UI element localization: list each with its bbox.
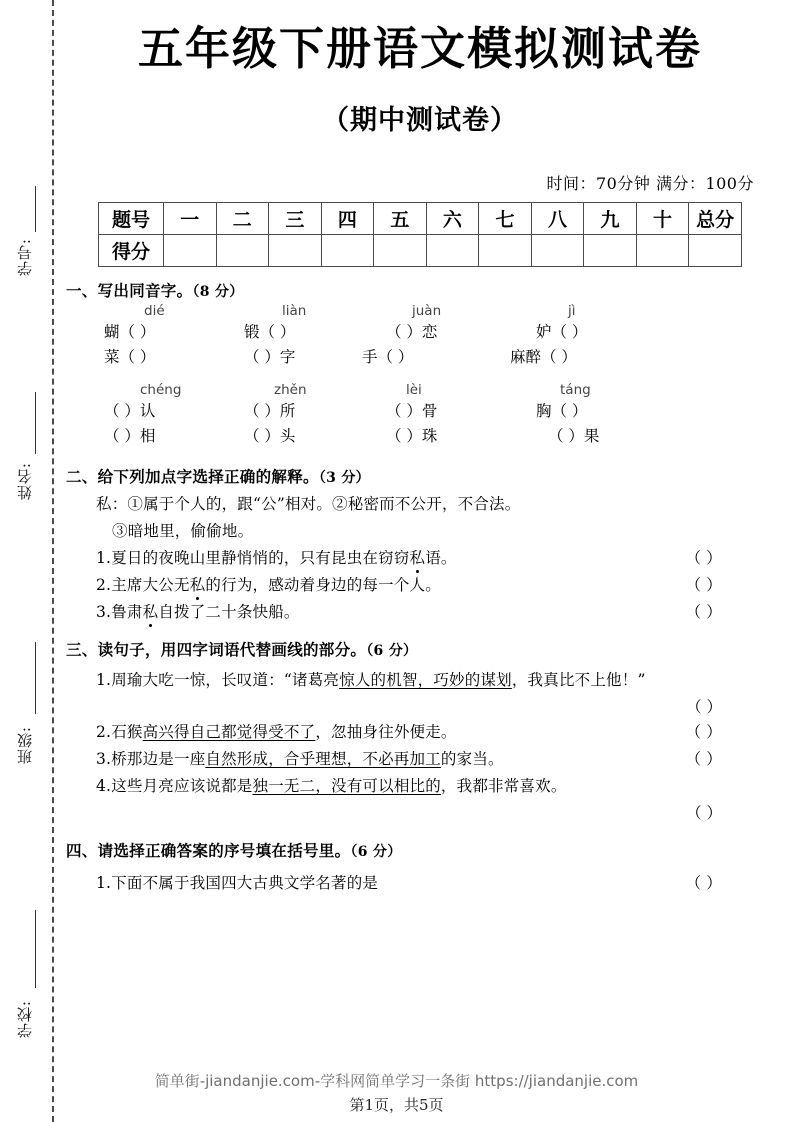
blank-lian-zi[interactable]: （ ）字: [244, 348, 296, 366]
pinyin-die: dié: [144, 303, 165, 319]
item-text-pre: 这些月亮应该说都是: [111, 777, 253, 795]
section-1-group-2-pinyin: [96, 382, 776, 399]
section-2-definition-line-2: ③暗地里，偷偷地。: [112, 522, 254, 540]
score-cell-8[interactable]: [531, 235, 584, 267]
item-text-post: 语。: [425, 549, 457, 567]
blank-cheng-ren[interactable]: （ ）认: [104, 402, 156, 420]
margin-rule-3: [35, 642, 36, 714]
section-2-item-3: [96, 600, 776, 622]
section-4-title-text: 四、请选择正确答案的序号填在括号里。: [66, 841, 351, 860]
item-number: 4.: [96, 777, 112, 795]
item-text-pre: 主席大公无: [111, 576, 190, 594]
dotted-char-si: 私: [409, 549, 426, 567]
pinyin-lian: liàn: [282, 303, 307, 319]
underlined-phrase: 自然形成，合乎理想，不必再加工: [205, 750, 441, 768]
item-number: 2.: [96, 723, 112, 741]
item-number: 3.: [96, 750, 112, 768]
pinyin-cheng: chéng: [140, 382, 182, 398]
exam-body: [64, 279, 776, 893]
section-4-heading: [66, 839, 776, 861]
margin-label-school: 学校:: [16, 1000, 34, 1039]
page-title: 五年级下册语文模拟测试卷: [137, 22, 702, 75]
item-number: 1.: [96, 549, 112, 567]
score-cell-10[interactable]: [636, 235, 689, 267]
pinyin-zhen: zhěn: [274, 382, 307, 398]
score-cell-1[interactable]: [164, 235, 217, 267]
section-2-item-2: [96, 573, 776, 595]
blank-shou-juan[interactable]: 手（ ）: [362, 348, 414, 366]
answer-bracket[interactable]: （ ）: [685, 603, 722, 621]
dotted-char-si: 私: [189, 576, 206, 594]
section-1-group-1-row-1: [96, 320, 776, 345]
col-header-1: 一: [164, 203, 217, 235]
dotted-char-si: 私: [142, 603, 159, 621]
exam-meta-info: 时间：70分钟 满分：100分: [546, 174, 754, 193]
col-header-6: 六: [426, 203, 479, 235]
section-1-group-1-row-2: [96, 345, 776, 370]
margin-label-student-id: 学号:: [16, 238, 34, 277]
blank-cai-die[interactable]: 菜（ ）: [104, 348, 156, 366]
section-3-item-4-answer-row: [66, 801, 776, 821]
item-number: 3.: [96, 603, 112, 621]
col-header-7: 七: [479, 203, 532, 235]
item-text-post: 的行为，感动着身边的每一个人。: [205, 576, 441, 594]
item-text-post: ，我都非常喜欢。: [440, 777, 567, 795]
item-text-post: ，我真比不上他！”: [511, 671, 646, 689]
section-3-item-3: [96, 747, 776, 769]
item-text-pre: 桥那边是一座: [111, 750, 206, 768]
score-cell-7[interactable]: [479, 235, 532, 267]
answer-bracket[interactable]: （ ）: [685, 723, 722, 741]
margin-rule-2: [35, 392, 36, 454]
item-text-pre: 夏日的夜晚山里静悄悄的，只有昆虫在窃窃: [111, 549, 410, 567]
blank-xiong-tang[interactable]: 胸（ ）: [536, 402, 588, 420]
blank-cheng-xiang[interactable]: （ ）相: [104, 427, 156, 445]
item-text: 下面不属于我国四大古典文学名著的是: [111, 874, 379, 892]
page-subtitle: （期中测试卷）: [322, 105, 518, 136]
score-cell-4[interactable]: [321, 235, 374, 267]
table-row-question-numbers: [99, 203, 742, 235]
item-number: 1.: [96, 874, 112, 892]
margin-rule-1: [35, 186, 36, 232]
exam-page: [64, 0, 776, 1122]
score-table: [98, 202, 742, 267]
blank-mazui-ji[interactable]: 麻醉（ ）: [510, 348, 577, 366]
item-text-post: 的家当。: [440, 750, 504, 768]
col-header-2: 二: [216, 203, 269, 235]
col-header-5: 五: [374, 203, 427, 235]
score-cell-2[interactable]: [216, 235, 269, 267]
score-cell-3[interactable]: [269, 235, 322, 267]
section-3-heading: [66, 638, 776, 660]
margin-label-class: 班级:: [16, 726, 34, 765]
blank-lei-zhu[interactable]: （ ）珠: [386, 427, 438, 445]
blank-juan-lian[interactable]: （ ）恋: [386, 323, 438, 341]
underlined-phrase: 惊人的机智，巧妙的谋划: [339, 671, 512, 689]
col-header-total: 总分: [689, 203, 742, 235]
section-2-heading: [66, 465, 776, 487]
item-text-post: ，忽抽身往外便走。: [315, 723, 457, 741]
item-number: 2.: [96, 576, 112, 594]
margin-rule-4: [35, 910, 36, 988]
answer-bracket[interactable]: （ ）: [686, 698, 722, 716]
pinyin-ji: jì: [568, 303, 576, 319]
blank-hu-die[interactable]: 蝴（ ）: [104, 323, 156, 341]
col-header-8: 八: [531, 203, 584, 235]
section-3-item-1-answer-row: [66, 695, 776, 715]
blank-duan-lian[interactable]: 锻（ ）: [244, 323, 296, 341]
footer-watermark: 简单街-jiandanjie.com-学科网简单学习一条街 https://jiandanjie.com: [154, 1072, 639, 1090]
section-4-points: （6 分）: [350, 844, 402, 860]
blank-zhen-tou[interactable]: （ ）头: [244, 427, 296, 445]
item-number: 1.: [96, 671, 112, 689]
section-1-group-2-row-1: [96, 399, 776, 424]
footer-page-number: 第1页，共5页: [349, 1096, 444, 1114]
pinyin-juan: juàn: [412, 303, 442, 319]
section-3-item-1: [96, 668, 776, 690]
section-3-item-4: [96, 774, 776, 796]
col-header-9: 九: [584, 203, 637, 235]
section-2-title-text: 二、给下列加点字选择正确的解释。: [66, 467, 319, 486]
section-3-points: （6 分）: [366, 643, 418, 659]
blank-du-ji[interactable]: 妒（ ）: [536, 323, 588, 341]
score-cell-5[interactable]: [374, 235, 427, 267]
item-text-pre: 鲁肃: [111, 603, 143, 621]
col-header-4: 四: [321, 203, 374, 235]
section-1-heading: [66, 279, 776, 301]
blank-lei-gu[interactable]: （ ）骨: [386, 402, 438, 420]
section-1-title-text: 一、写出同音字。: [66, 281, 193, 300]
section-1-group-2-row-2: [96, 424, 776, 449]
row-label-question-no: 题号: [99, 203, 164, 235]
section-4-item-1: [96, 871, 776, 893]
score-cell-9[interactable]: [584, 235, 637, 267]
score-cell-6[interactable]: [426, 235, 479, 267]
answer-bracket[interactable]: （ ）: [685, 874, 722, 892]
item-text-pre: 石猴: [111, 723, 143, 741]
pinyin-tang: táng: [560, 382, 591, 398]
answer-bracket[interactable]: （ ）: [685, 549, 722, 567]
blank-tang-guo[interactable]: （ ）果: [548, 427, 600, 445]
pinyin-lei: lèi: [406, 382, 422, 398]
row-label-score: 得分: [99, 235, 164, 267]
item-text-pre: 周瑜大吃一惊，长叹道：“诸葛亮: [111, 671, 340, 689]
section-3-title-text: 三、读句子，用四字词语代替画线的部分。: [66, 640, 367, 659]
section-1-group-1-pinyin: [96, 303, 776, 320]
answer-bracket[interactable]: （ ）: [685, 576, 722, 594]
item-text-post: 自拨了二十条快船。: [158, 603, 300, 621]
section-1-points: （8 分）: [192, 284, 244, 300]
student-info-margin: [14, 0, 54, 1122]
underlined-phrase: 高兴得自己都觉得受不了: [142, 723, 316, 741]
section-2-points: （3 分）: [318, 470, 370, 486]
underlined-phrase: 独一无二，没有可以相比的: [252, 777, 441, 795]
section-2-definition-line-1: 私：①属于个人的，跟“公”相对。②秘密而不公开，不合法。: [96, 495, 521, 513]
answer-bracket[interactable]: （ ）: [686, 804, 722, 822]
section-3-item-2: [96, 720, 776, 742]
margin-label-name: 姓名:: [16, 462, 34, 501]
section-2-item-1: [96, 546, 776, 568]
answer-bracket[interactable]: （ ）: [685, 750, 722, 768]
col-header-3: 三: [269, 203, 322, 235]
col-header-10: 十: [636, 203, 689, 235]
score-cell-total[interactable]: [689, 235, 742, 267]
table-row-scores: [99, 235, 742, 267]
blank-zhen-suo[interactable]: （ ）所: [244, 402, 296, 420]
